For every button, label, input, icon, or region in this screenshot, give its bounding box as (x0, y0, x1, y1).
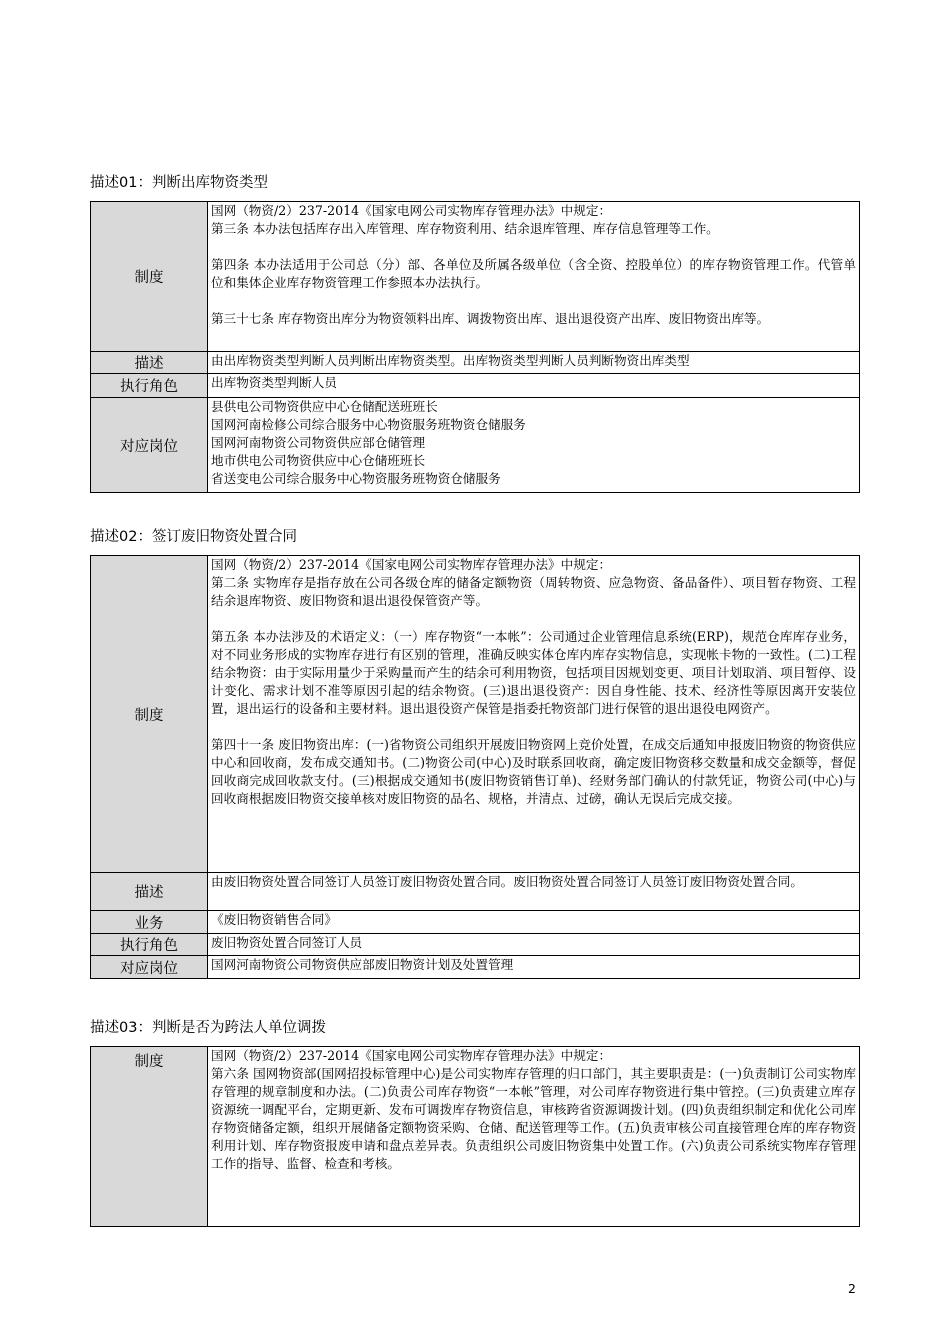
row-system (91, 1047, 860, 1227)
row-label: 描述 (91, 352, 208, 374)
paragraph: 国网（物资/2）237-2014《国家电网公司实物库存管理办法》中规定： (211, 1048, 612, 1063)
description-text: 由出库物资类型判断人员判断出库物资类型。出库物资类型判断人员判断物资出库类型 (208, 352, 860, 374)
page-number: 2 (848, 1281, 856, 1296)
position-item: 地市供电公司物资供应中心仓储班班长 (211, 453, 426, 468)
system-content (208, 556, 860, 873)
paragraph: 第四条 本办法适用于公司总（分）部、各单位及所属各级单位（含全资、控股单位）的库存物资管理工作。代管单位和集体企业库存物资管理工作参照本办法执行。 (211, 257, 856, 290)
paragraph: 国网（物资/2）237-2014《国家电网公司实物库存管理办法》中规定： (211, 557, 612, 572)
position-item: 省送变电公司综合服务中心物资服务班物资仓储服务 (211, 471, 501, 486)
position-item: 县供电公司物资供应中心仓储配送班班长 (211, 399, 438, 414)
row-label: 对应岗位 (91, 398, 208, 493)
row-label: 对应岗位 (91, 956, 208, 979)
business-text: 《废旧物资销售合同》 (208, 911, 860, 934)
position-item: 国网河南物资公司物资供应部废旧物资计划及处置管理 (211, 957, 514, 972)
system-content (208, 202, 860, 352)
section-title-03: 描述03：判断是否为跨法人单位调拨 (90, 1020, 326, 1036)
row-business (91, 911, 860, 934)
description-text: 由废旧物资处置合同签订人员签订废旧物资处置合同。废旧物资处置合同签订人员签订废旧物资处置合同。 (208, 873, 860, 911)
row-label: 执行角色 (91, 374, 208, 398)
paragraph: 国网（物资/2）237-2014《国家电网公司实物库存管理办法》中规定： (211, 203, 612, 218)
row-system (91, 556, 860, 873)
row-system (91, 202, 860, 352)
spec-table-03 (90, 1046, 860, 1227)
system-content (208, 1047, 860, 1227)
row-label: 业务 (91, 911, 208, 934)
spec-table-01 (90, 201, 860, 493)
role-text: 废旧物资处置合同签订人员 (208, 934, 860, 956)
paragraph: 第六条 国网物资部(国网招投标管理中心)是公司实物库存管理的归口部门，其主要职责是：(一)负责制订公司实物库存管理的规章制度和办法。(二)负责公司库存物资“一本帐”管理，对公司库存物资进行集中管控。(三)负责建立库存资源统一调配平台，定期更新、发布可调拨库存物资信息，审核跨省资源调拨计划。(四)负责组织制定和优化公司库存物资储备定额，组织开展储备定额物资采购、仓储、配送管理等工作。(五)负责审核公司直接管理仓库的库存物资利用计划、库存物资报废申请和盘点差异表。负责组织公司废旧物资集中处置工作。(六)负责公司系统实物库存管理工作的指导、监督、检查和考核。 (211, 1066, 856, 1171)
positions-list (208, 956, 860, 979)
row-role (91, 934, 860, 956)
section-title-01: 描述01：判断出库物资类型 (90, 175, 268, 191)
row-label: 描述 (91, 873, 208, 911)
paragraph: 第四十一条 废旧物资出库：(一)省物资公司组织开展废旧物资网上竞价处置，在成交后通知申报废旧物资的物资供应中心和回收商，发布成交通知书。(二)物资公司(中心)及时联系回收商，确定废旧物资移交数量和成交金额等，督促回收商完成回收款支付。(三)根据成交通知书(废旧物资销售订单)、经财务部门确认的付款凭证，物资公司(中心)与回收商根据废旧物资交接单核对废旧物资的品名、规格，并清点、过磅，确认无误后完成交接。 (211, 737, 856, 806)
section-title-02: 描述02：签订废旧物资处置合同 (90, 529, 297, 545)
row-label: 制度 (91, 202, 208, 352)
paragraph: 第五条 本办法涉及的术语定义：（一）库存物资“一本帐”：公司通过企业管理信息系统(ERP)，规范仓库库存业务，对不同业务形成的实物库存进行有区别的管理，准确反映实体仓库内库存实物信息，实现帐卡物的一致性。(二)工程结余物资：由于实际用量少于采购量而产生的结余可利用物资，包括项目因规划变更、项目计划取消、项目暂停、设计变化、需求计划不准等原因引起的结余物资。(三)退出退役资产：因自身性能、技术、经济性等原因离开安装位置，退出运行的设备和主要材料。退出退役资产保管是指委托物资部门进行保管的退出退役电网资产。 (211, 629, 856, 716)
row-positions (91, 956, 860, 979)
role-text: 出库物资类型判断人员 (208, 374, 860, 398)
position-item: 国网河南物资公司物资供应部仓储管理 (211, 435, 426, 450)
row-label: 执行角色 (91, 934, 208, 956)
row-role (91, 374, 860, 398)
position-item: 国网河南检修公司综合服务中心物资服务班物资仓储服务 (211, 417, 526, 432)
row-label: 制度 (91, 556, 208, 873)
paragraph: 第二条 实物库存是指存放在公司各级仓库的储备定额物资（周转物资、应急物资、备品备件）、项目暂存物资、工程结余退库物资、废旧物资和退出退役保管资产等。 (211, 575, 856, 608)
row-description (91, 352, 860, 374)
row-description (91, 873, 860, 911)
paragraph: 第三十七条 库存物资出库分为物资领料出库、调拨物资出库、退出退役资产出库、废旧物资出库等。 (211, 311, 770, 326)
row-label: 制度 (91, 1047, 208, 1227)
paragraph: 第三条 本办法包括库存出入库管理、库存物资利用、结余退库管理、库存信息管理等工作。 (211, 221, 719, 236)
spec-table-02 (90, 555, 860, 979)
positions-list (208, 398, 860, 493)
row-positions (91, 398, 860, 493)
